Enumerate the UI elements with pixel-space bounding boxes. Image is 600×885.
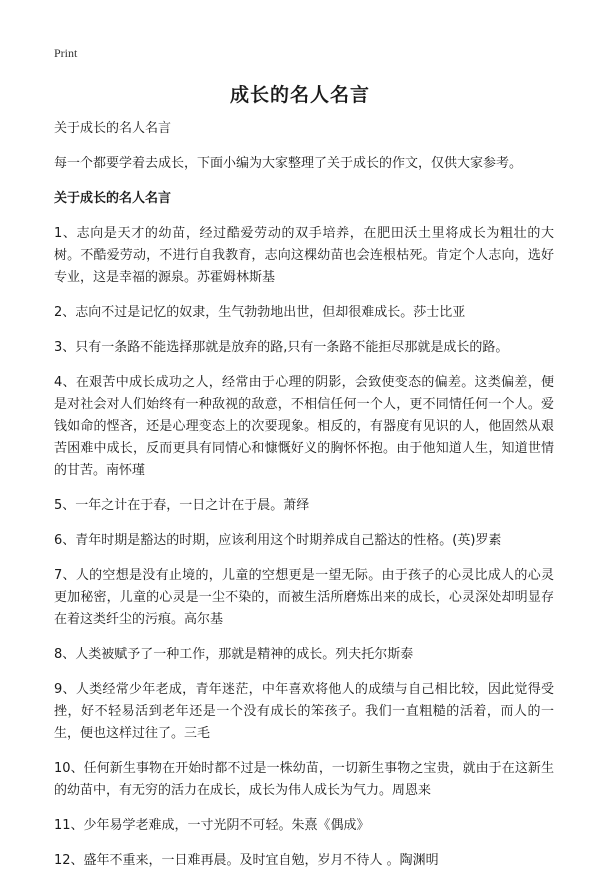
document-body (54, 118, 554, 885)
quote-9: 9、人类经常少年老成，青年迷茫，中年喜欢将他人的成绩与自己相比较，因此觉得受挫，好不轻易活到老年还是一个没有成长的笨孩子。我们一直粗糙的活着，而人的一生，便也这样过往了。三毛 (54, 682, 554, 741)
quote-7: 7、人的空想是没有止境的，儿童的空想更是一望无际。由于孩子的心灵比成人的心灵更加秘密，儿童的心灵是一尘不染的，而被生活所磨炼出来的成长，心灵深处却明显存在着这类纤尘的污痕。高尔基 (54, 568, 554, 627)
print-link[interactable]: Print (54, 46, 78, 60)
document-subtitle: 关于成长的名人名言 (54, 121, 172, 136)
quote-5: 5、一年之计在于春，一日之计在于晨。萧绎 (54, 498, 310, 513)
quote-12: 12、盛年不重来，一日难再晨。及时宜自勉，岁月不待人 。陶渊明 (54, 853, 439, 868)
section-heading: 关于成长的名人名言 (54, 191, 172, 206)
quote-10: 10、任何新生事物在开始时都不过是一株幼苗，一切新生事物之宝贵，就由于在这新生的幼苗中，有无穷的活力在成长，成长为伟人成长为气力。周恩来 (54, 761, 554, 798)
quote-8: 8、人类被赋予了一种工作，那就是精神的成长。列夫托尔斯泰 (54, 647, 414, 662)
quote-2: 2、志向不过是记忆的奴隶，生气勃勃地出世，但却很难成长。莎士比亚 (54, 305, 466, 320)
quote-11: 11、少年易学老难成，一寸光阴不可轻。朱熹《偶成》 (54, 818, 370, 833)
intro-paragraph: 每一个都要学着去成长，下面小编为大家整理了关于成长的作文，仅供大家参考。 (54, 156, 523, 171)
quote-6: 6、青年时期是豁达的时期，应该利用这个时期养成自己豁达的性格。(英)罗素 (54, 533, 502, 548)
quote-4: 4、在艰苦中成长成功之人，经常由于心理的阴影，会致使变态的偏差。这类偏差，便是对社会对人们始终有一种敌视的敌意，不相信任何一个人，更不同情任何一个人。爱钱如命的悭吝，还是心理变态上的次要现象。相反的，有器度有见识的人，他固然从艰苦困难中成长，反而更具有同情心和慷慨好义的胸怀怀抱。由于他知道人生，知道世情的甘苦。南怀瑾 (54, 375, 554, 478)
quote-3: 3、只有一条路不能选择那就是放弃的路,只有一条路不能拒尽那就是成长的路。 (54, 340, 509, 355)
document-title: 成长的名人名言 (229, 84, 370, 106)
quote-1: 1、志向是天才的幼苗，经过酷爱劳动的双手培养，在肥田沃土里将成长为粗壮的大树。不酷爱劳动，不进行自我教育，志向这棵幼苗也会连根枯死。肯定个人志向，选好专业，这是幸福的源泉。苏霍姆林斯基 (54, 226, 554, 285)
